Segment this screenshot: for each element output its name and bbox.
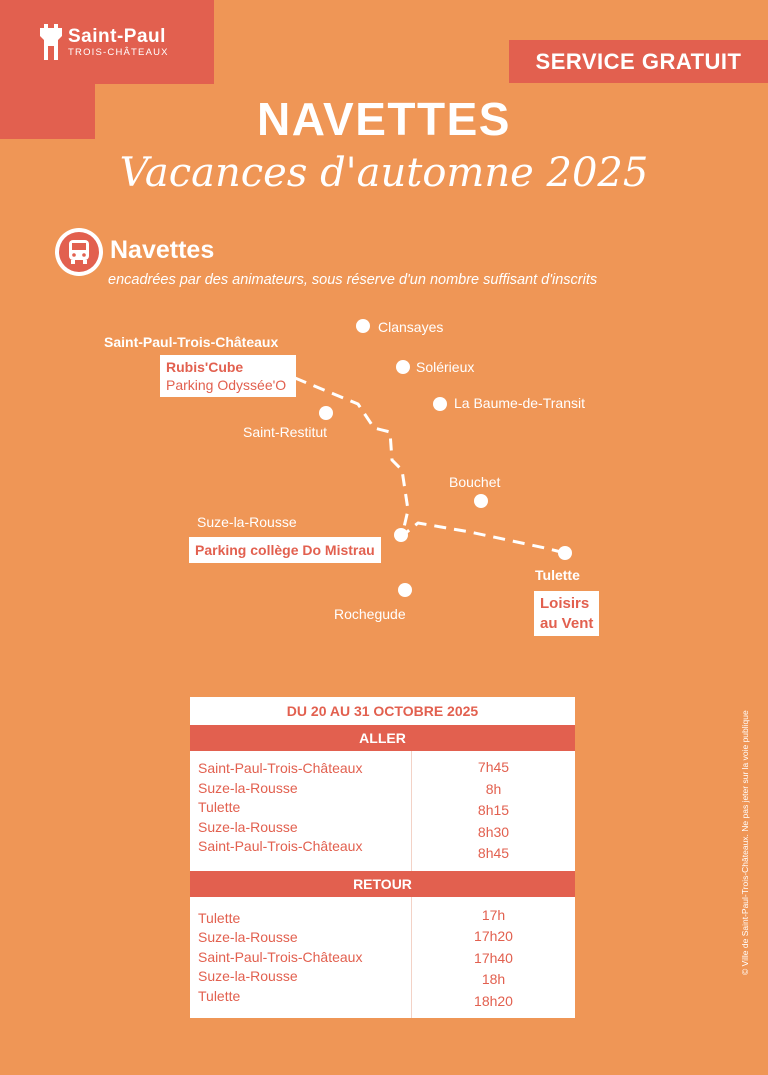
suze-label: Suze-la-Rousse [197,514,297,530]
table-row-time: 18h20 [474,992,513,1009]
suze-dot [394,528,408,542]
bouchet-label: Bouchet [449,474,501,490]
tulette-dot [558,546,572,560]
schedule-header: DU 20 AU 31 OCTOBRE 2025 [286,703,479,719]
clansayes-dot [356,319,370,333]
rochegude-dot [398,583,412,597]
suze-stop-title: Parking collège Do Mistrau [195,542,375,558]
table-row-stop: Saint-Paul-Trois-Châteaux [198,948,363,965]
service-badge: SERVICE GRATUIT [509,40,768,83]
tulette-stop-box [534,591,599,636]
table-row-time: 18h [481,971,506,987]
page-title: NAVETTES [257,93,511,145]
tulette-label: Tulette [535,567,580,583]
aller-rows [190,751,575,871]
table-row-time: 8h [485,780,502,797]
baume-dot [433,397,447,411]
restitut-dot [319,406,333,420]
table-row-stop: Suze-la-Rousse [198,968,298,984]
table-row-time: 17h20 [474,928,513,944]
spt-stop-subtitle: Parking Odyssée'O [166,377,287,394]
spt-stop-title: Rubis'Cube [166,359,244,375]
solerieux-dot [396,360,410,374]
bouchet-dot [474,494,488,508]
schedule-table [190,697,575,1018]
logo-subtitle: TROIS-CHÂTEAUX [68,46,169,58]
table-row-stop: Saint-Paul-Trois-Châteaux [198,838,363,854]
page-subtitle: Vacances d'automne 2025 [119,150,649,196]
tulette-stop-line1: Loisirs [540,595,590,612]
spt-label: Saint-Paul-Trois-Châteaux [104,334,279,350]
retour-band: RETOUR [190,871,575,897]
table-row-time: 7h45 [477,759,510,775]
section-title: Navettes [110,236,215,264]
clansayes-label: Clansayes [378,319,444,335]
table-row-stop: Tulette [198,987,241,1004]
tulette-stop-line2: au Vent [540,614,594,632]
solerieux-label: Solérieux [416,359,475,375]
spt-stop-box [160,355,296,397]
table-row-stop: Suze-la-Rousse [198,779,298,796]
logo-title: Saint-Paul [68,25,166,47]
rochegude-label: Rochegude [334,606,406,622]
table-row-stop: Suze-la-Rousse [198,929,298,945]
table-row-time: 8h30 [477,823,510,840]
aller-band: ALLER [190,725,575,751]
table-row-time: 8h15 [477,802,510,818]
restitut-label: Saint-Restitut [243,424,328,440]
retour-rows [190,897,575,1019]
copyright-credit: © Ville de Saint-Paul-Trois-Châteaux. Ne pas jeter sur la voie publique [740,710,750,975]
table-row-stop: Tulette [198,909,241,926]
table-row-stop: Suze-la-Rousse [198,818,298,835]
table-row-time: 8h45 [477,845,510,861]
baume-label: La Baume-de-Transit [454,395,585,411]
table-row-stop: Saint-Paul-Trois-Châteaux [198,760,363,776]
section-subtitle: encadrées par des animateurs, sous réserve d'un nombre suffisant d'inscrits [108,272,598,288]
table-row-time: 17h [481,906,506,923]
suze-stop-box [189,537,381,563]
table-row-stop: Tulette [198,799,241,815]
table-row-time: 17h40 [474,949,513,966]
